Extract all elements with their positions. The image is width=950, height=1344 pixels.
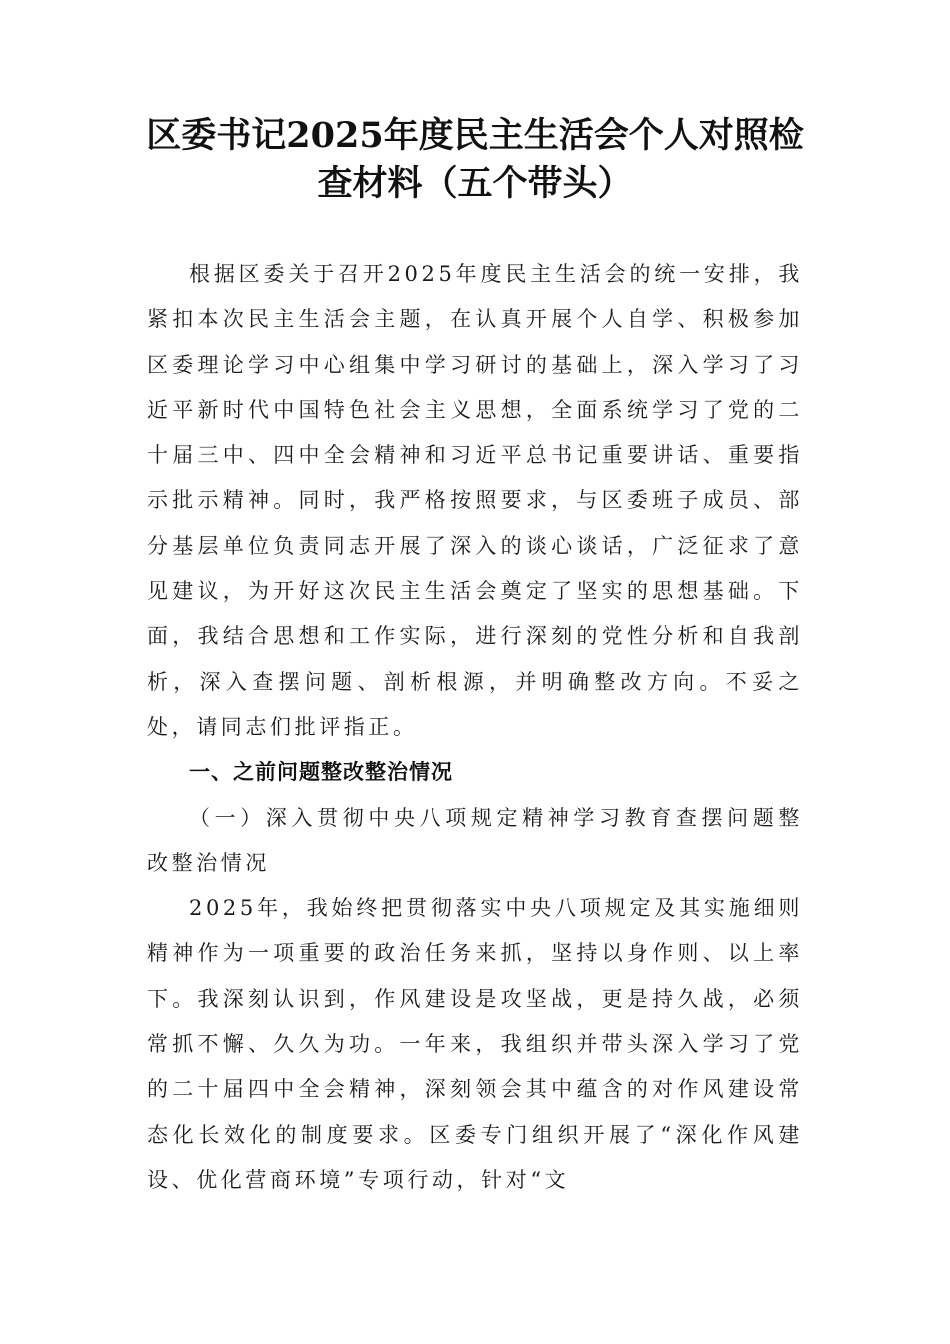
section-heading: 一、之前问题整改整治情况 <box>189 760 453 785</box>
document-body <box>147 252 803 1203</box>
intro-paragraph: 根据区委关于召开2025年度民主生活会的统一安排，我紧扣本次民主生活会主题，在认真开展个人自学、积极参加区委理论学习中心组集中学习研讨的基础上，深入学习了习近平新时代中国特色社会主义思想，全面系统学习了党的二十届三中、四中全会精神和习近平总书记重要讲话、重要指示批示精神。同时，我严格按照要求，与区委班子成员、部分基层单位负责同志开展了深入的谈心谈话，广泛征求了意见建议，为开好这次民主生活会奠定了坚实的思想基础。下面，我结合思想和工作实际，进行深刻的党性分析和自我剖析，深入查摆问题、剖析根源，并明确整改方向。不妥之处，请同志们批评指正。 <box>147 262 803 739</box>
document-title: 区委书记2025年度民主生活会个人对照检查材料（五个带头） <box>146 115 804 204</box>
subsection-paragraph: 2025年，我始终把贯彻落实中央八项规定及其实施细则精神作为一项重要的政治任务来抓，坚持以身作则、以上率下。我深刻认识到，作风建设是攻坚战，更是持久战，必须常抓不懈、久久为功。一年来，我组织并带头深入学习了党的二十届四中全会精神，深刻领会其中蕴含的对作风建设常态化长效化的制度要求。区委专门组织开展了“深化作风建设、优化营商环境”专项行动，针对“文 <box>147 896 803 1192</box>
subsection-heading: （一）深入贯彻中央八项规定精神学习教育查摆问题整改整治情况 <box>147 805 803 875</box>
